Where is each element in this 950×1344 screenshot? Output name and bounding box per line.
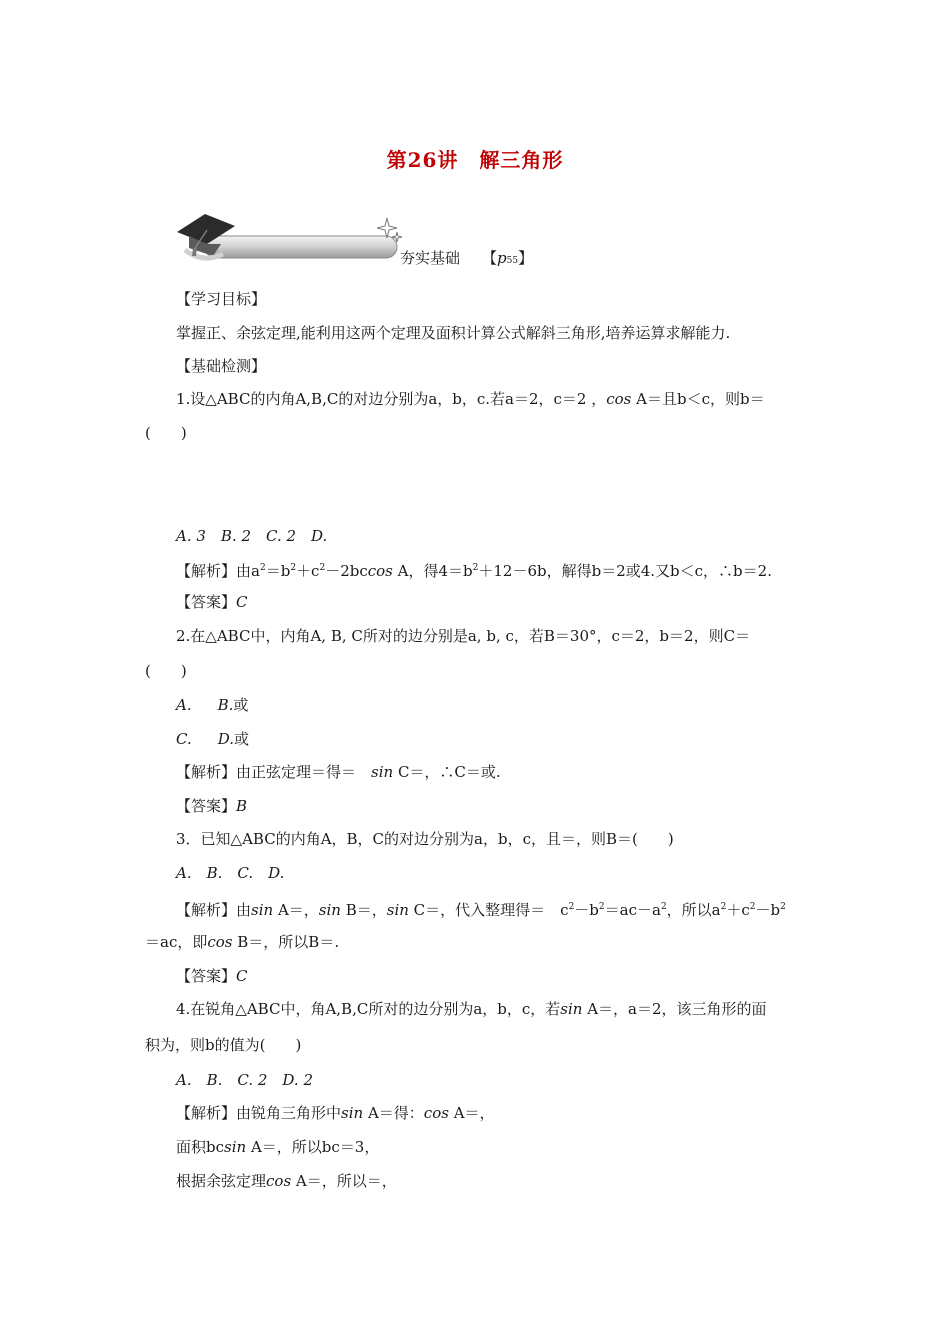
- q1-answer: 【答案】C: [176, 593, 248, 611]
- q1-options: A. 3 B. 2 C. 2 D.: [176, 527, 328, 545]
- q2-analysis: 【解析】由正弦定理＝得＝ sin C＝，∴C＝或.: [176, 763, 501, 781]
- section-check-heading: 【基础检测】: [176, 357, 267, 375]
- sparkle-icon: [375, 216, 405, 246]
- banner-label: [400, 247, 533, 268]
- q3-answer: 【答案】C: [176, 967, 248, 985]
- q3-line1: 3．已知△ABC的内角A，B，C的对边分别为a，b，c，且＝，则B＝( ): [176, 830, 674, 848]
- q3-analysis: 【解析】由sin A＝，sin B＝，sin C＝，代入整理得＝ $c^2-b^2=ac-a^2$，所以$a^2+c^2-b^2$: [176, 901, 786, 919]
- q4-analysis: 【解析】由锐角三角形中sin A＝得：cos A＝，: [176, 1104, 495, 1122]
- section-banner: [175, 210, 575, 270]
- q3-options: A. B. C. D.: [176, 864, 285, 882]
- goal-text: 掌握正、余弦定理,能利用这两个定理及面积计算公式解斜三角形,培养运算求解能力.: [176, 324, 731, 342]
- graduation-cap-icon: [175, 210, 400, 270]
- q4-cosine-line: 根据余弦定理cos A＝，所以＝，: [176, 1172, 397, 1190]
- page-ref-number: 55: [506, 256, 519, 266]
- q1-line1: 1.设△ABC的内角A,B,C的对边分别为a，b，c.若a＝2，c＝2 ，cos A＝且b＜c，则b＝: [176, 390, 765, 408]
- q1-analysis: 【解析】由$a^2=b^2+c^2-2bccos$ A，得$4=b^2+12-6b$，解得b＝2或4.又b＜c，∴b＝2.: [176, 562, 772, 580]
- q1-line2: ( ): [145, 424, 187, 442]
- page-ref-open: 【: [482, 249, 498, 267]
- banner-label-text: 夯实基础: [400, 249, 461, 267]
- q2-line1: 2.在△ABC中，内角A, B, C所对的边分别是a, b, c，若B＝30°，c＝2，b＝2，则C＝: [176, 627, 751, 645]
- q4-line2: 积为，则b的值为( ): [145, 1036, 302, 1054]
- page-ref-prefix: p: [497, 249, 507, 267]
- q2-line2: ( ): [145, 662, 187, 680]
- q2-answer: 【答案】B: [176, 797, 248, 815]
- q4-line1: 4.在锐角△ABC中，角A,B,C所对的边分别为a，b，c，若sin A＝，a＝2，该三角形的面: [176, 1000, 767, 1018]
- q4-area-line: 面积bcsin A＝，所以bc＝3，: [176, 1138, 380, 1156]
- q3-analysis-cont: ＝ac，即cos B＝，所以B＝.: [145, 933, 340, 951]
- page-title: 第26讲 解三角形: [386, 148, 564, 172]
- q2-options-ab: A. B.或: [176, 696, 249, 714]
- section-goal-heading: 【学习目标】: [176, 290, 267, 308]
- q2-options-cd: C. D.或: [176, 730, 249, 748]
- q4-options: A. B. C. 2 D. 2: [176, 1071, 313, 1089]
- page-ref-close: 】: [518, 249, 534, 267]
